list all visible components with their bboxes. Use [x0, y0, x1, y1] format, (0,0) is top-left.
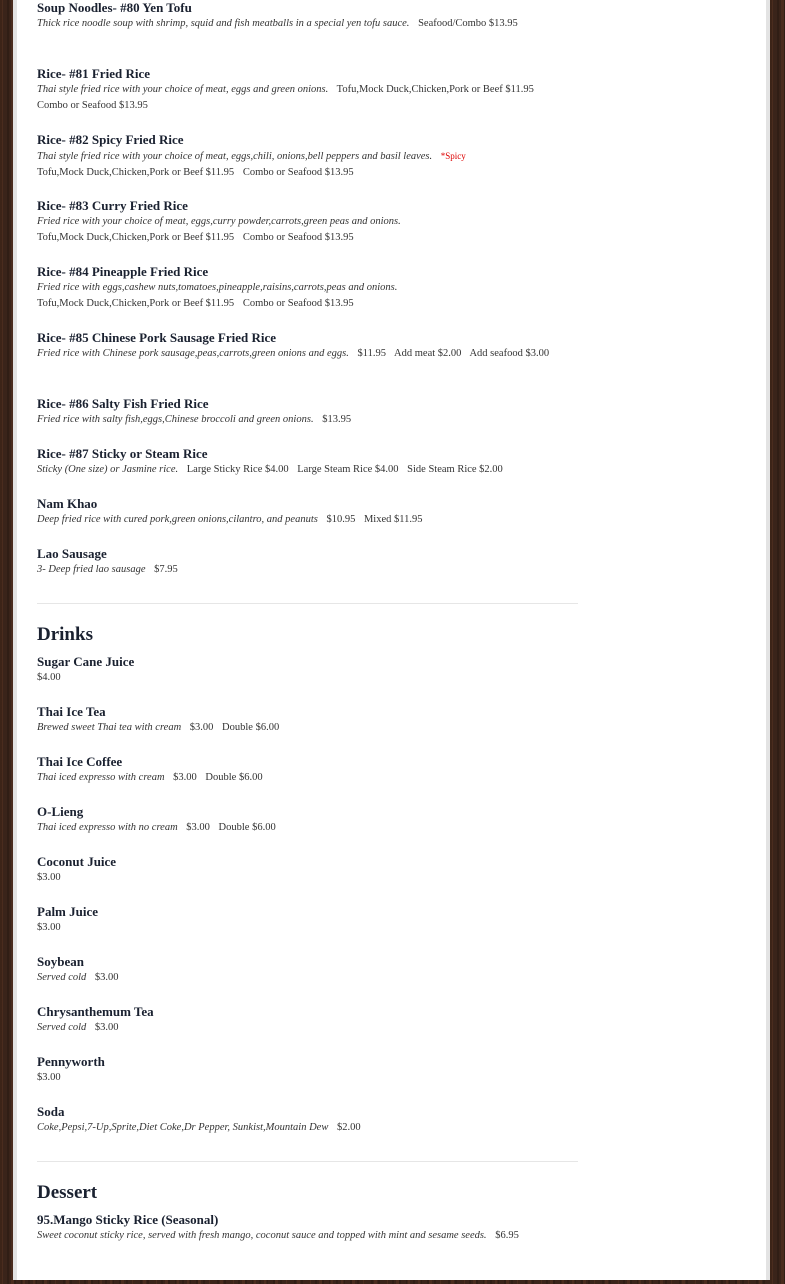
- item-details: [37, 770, 582, 786]
- item-description: Sticky (One size) or Jasmine rice.: [37, 464, 179, 475]
- item-description: Fried rice with your choice of meat, eggs,curry powder,carrots,green peas and onions.: [37, 216, 401, 227]
- menu-item: [37, 546, 582, 578]
- item-description: Thick rice noodle soup with shrimp, squid and fish meatballs in a special yen tofu sauce.: [37, 18, 410, 29]
- item-name: Soup Noodles- #80 Yen Tofu: [37, 0, 192, 15]
- item-name: Thai Ice Tea: [37, 704, 106, 719]
- menu-item: [37, 198, 582, 246]
- dessert-heading: Dessert: [37, 1182, 98, 1203]
- item-price: $13.95: [322, 414, 352, 425]
- item-name: Pennyworth: [37, 1054, 105, 1069]
- item-price: Add meat $2.00: [394, 348, 462, 359]
- item-details: [37, 1070, 582, 1086]
- item-price: $6.95: [495, 1230, 519, 1241]
- item-details: [37, 280, 582, 312]
- menu-item: [37, 496, 582, 528]
- item-details: [37, 512, 582, 528]
- menu-item: [37, 1104, 582, 1136]
- menu-item: [37, 1212, 582, 1244]
- item-price: Combo or Seafood $13.95: [37, 100, 148, 111]
- item-details: [37, 820, 582, 836]
- item-details: [37, 920, 582, 936]
- item-name: Nam Khao: [37, 496, 98, 511]
- menu-page: [13, 0, 770, 1280]
- item-name: Rice- #82 Spicy Fried Rice: [37, 132, 184, 147]
- item-price: Tofu,Mock Duck,Chicken,Pork or Beef $11.95: [336, 84, 534, 95]
- spicy-badge: *Spicy: [440, 151, 466, 161]
- section-divider: [37, 603, 578, 604]
- section-divider: [37, 1161, 578, 1162]
- item-details: [37, 214, 582, 246]
- menu-item: [37, 804, 582, 836]
- item-price: $3.00: [37, 922, 61, 933]
- item-price: $10.95: [326, 514, 356, 525]
- item-price: Combo or Seafood $13.95: [242, 232, 354, 243]
- item-name: 95.Mango Sticky Rice (Seasonal): [37, 1212, 219, 1227]
- item-price: $2.00: [336, 1122, 361, 1133]
- item-price: Double $6.00: [205, 772, 263, 783]
- item-details: [37, 720, 582, 736]
- item-description: Brewed sweet Thai tea with cream: [37, 722, 182, 733]
- item-price: $3.00: [94, 1022, 119, 1033]
- item-price: Double $6.00: [218, 822, 276, 833]
- item-description: Fried rice with salty fish,eggs,Chinese broccoli and green onions.: [37, 414, 314, 425]
- item-description: Served cold: [37, 972, 87, 983]
- item-price: Tofu,Mock Duck,Chicken,Pork or Beef $11.95: [37, 232, 235, 243]
- menu-item: [37, 1054, 582, 1086]
- menu-item: [37, 704, 582, 736]
- item-price: Seafood/Combo $13.95: [418, 18, 518, 29]
- item-price: $3.00: [186, 822, 210, 833]
- item-price: $3.00: [94, 972, 119, 983]
- item-description: Thai iced expresso with no cream: [37, 822, 178, 833]
- item-name: Thai Ice Coffee: [37, 754, 123, 769]
- item-description: Thai style fried rice with your choice of meat, eggs,chili, onions,bell peppers and basil leaves.: [37, 151, 433, 162]
- item-name: Palm Juice: [37, 904, 99, 919]
- item-description: Thai style fried rice with your choice of meat, eggs and green onions.: [37, 84, 329, 95]
- item-price: $3.00: [37, 872, 61, 883]
- item-name: Rice- #85 Chinese Pork Sausage Fried Rice: [37, 330, 277, 345]
- item-price: Add seafood $3.00: [469, 348, 550, 359]
- item-name: Soda: [37, 1104, 65, 1119]
- item-details: [37, 870, 582, 886]
- item-name: Coconut Juice: [37, 854, 117, 869]
- item-price: $4.00: [37, 672, 61, 683]
- item-details: [37, 346, 582, 362]
- menu-item: [37, 654, 582, 686]
- item-price: Combo or Seafood $13.95: [242, 167, 354, 178]
- item-price: Side Steam Rice $2.00: [407, 464, 503, 475]
- item-price: Double $6.00: [222, 722, 280, 733]
- item-name: Rice- #87 Sticky or Steam Rice: [37, 446, 208, 461]
- item-name: Rice- #84 Pineapple Fried Rice: [37, 264, 209, 279]
- item-description: Sweet coconut sticky rice, served with fresh mango, coconut sauce and topped with mint and sesame seeds.: [37, 1230, 487, 1241]
- drinks-heading: Drinks: [37, 624, 93, 645]
- item-description: Coke,Pepsi,7-Up,Sprite,Diet Coke,Dr Pepper, Sunkist,Mountain Dew: [37, 1122, 329, 1133]
- item-price: $11.95: [357, 348, 386, 359]
- item-description: Fried rice with Chinese pork sausage,peas,carrots,green onions and eggs.: [37, 348, 349, 359]
- item-price: Tofu,Mock Duck,Chicken,Pork or Beef $11.95: [37, 167, 235, 178]
- menu-item: [37, 446, 582, 478]
- item-price: $3.00: [189, 722, 214, 733]
- item-price: $7.95: [154, 564, 178, 575]
- menu-item: [37, 954, 582, 986]
- item-price: Large Sticky Rice $4.00: [186, 464, 289, 475]
- item-name: Chrysanthemum Tea: [37, 1004, 154, 1019]
- menu-item: [37, 1004, 582, 1036]
- item-price: Tofu,Mock Duck,Chicken,Pork or Beef $11.95: [37, 298, 235, 309]
- item-details: [37, 16, 582, 32]
- item-description: Thai iced expresso with cream: [37, 772, 165, 783]
- item-name: Sugar Cane Juice: [37, 654, 135, 669]
- item-details: [37, 1120, 582, 1136]
- item-details: [37, 462, 582, 478]
- menu-item: [37, 754, 582, 786]
- item-price: $3.00: [173, 772, 197, 783]
- item-details: [37, 82, 582, 114]
- item-name: O-Lieng: [37, 804, 84, 819]
- menu-item: [37, 904, 582, 936]
- item-price: Combo or Seafood $13.95: [242, 298, 354, 309]
- item-name: Lao Sausage: [37, 546, 107, 561]
- item-details: [37, 412, 582, 428]
- item-description: 3- Deep fried lao sausage: [37, 564, 146, 575]
- menu-item: [37, 330, 582, 362]
- item-details: [37, 148, 582, 181]
- menu-item: [37, 132, 582, 181]
- item-details: [37, 970, 582, 986]
- menu-item: [37, 264, 582, 312]
- item-name: Rice- #83 Curry Fried Rice: [37, 198, 188, 213]
- item-price: Mixed $11.95: [363, 514, 423, 525]
- item-description: Served cold: [37, 1022, 87, 1033]
- item-price: Large Steam Rice $4.00: [297, 464, 399, 475]
- item-name: Soybean: [37, 954, 84, 969]
- item-description: Deep fried rice with cured pork,green onions,cilantro, and peanuts: [37, 514, 318, 525]
- item-name: Rice- #86 Salty Fish Fried Rice: [37, 396, 209, 411]
- item-details: [37, 1228, 582, 1244]
- menu-item: [37, 396, 582, 428]
- item-details: [37, 562, 582, 578]
- item-details: [37, 670, 582, 686]
- menu-item: [37, 0, 582, 32]
- menu-item: [37, 66, 582, 114]
- menu-item: [37, 854, 582, 886]
- item-name: Rice- #81 Fried Rice: [37, 66, 150, 81]
- item-description: Fried rice with eggs,cashew nuts,tomatoes,pineapple,raisins,carrots,peas and onions.: [37, 282, 398, 293]
- item-details: [37, 1020, 582, 1036]
- item-price: $3.00: [37, 1072, 61, 1083]
